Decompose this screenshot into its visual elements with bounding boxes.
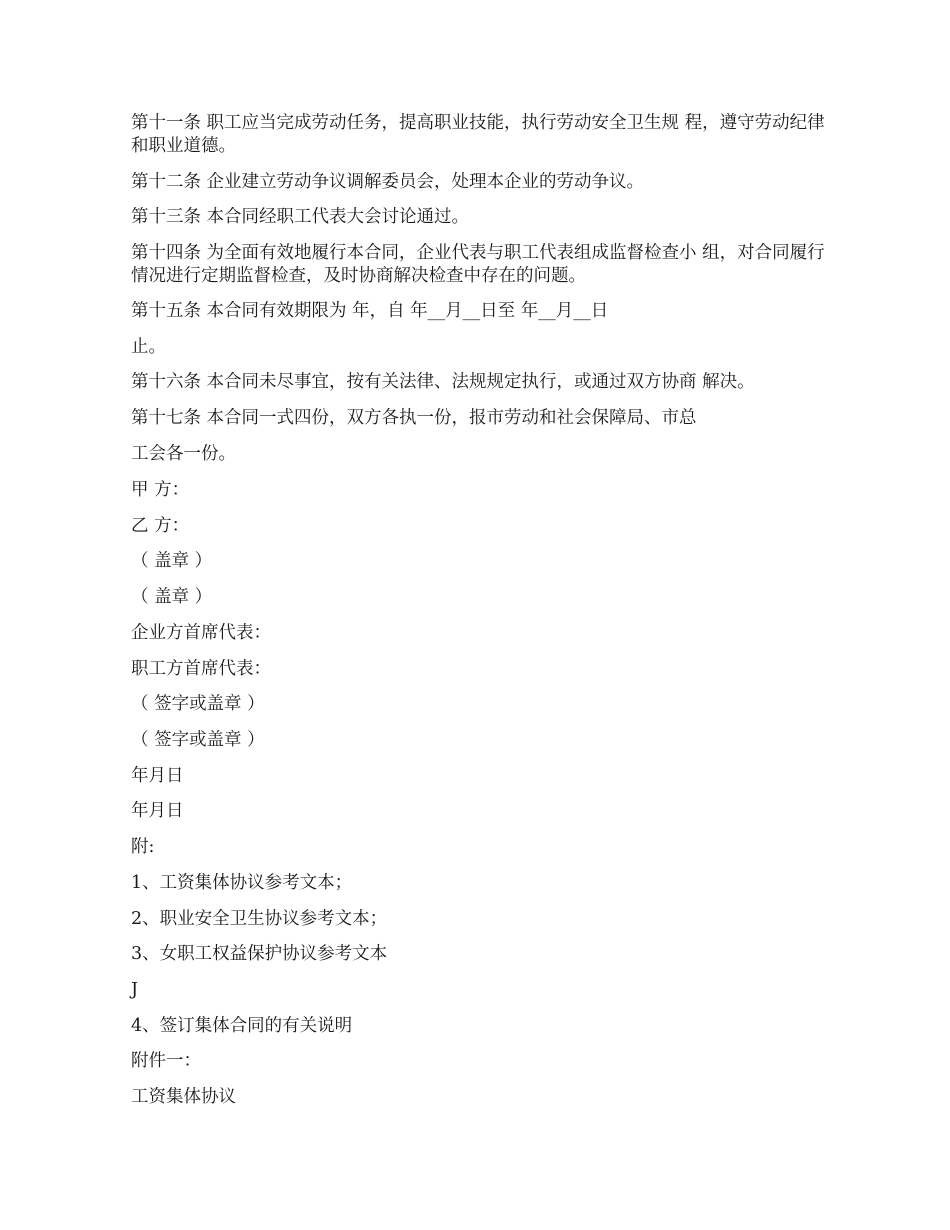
article-14: 第十四条 为全面有效地履行本合同，企业代表与职工代表组成监督检查小 组，对合同履行情况进行定期监督检查，及时协商解决检查中存在的问题。 [131, 243, 825, 286]
employee-representative-label: 职工方首席代表： [131, 659, 271, 679]
article-15: 第十五条 本合同有效期限为 年，自 年__月__日至 年__月__日 [131, 301, 609, 321]
article-15-end: 止。 [131, 337, 166, 357]
signature-a: （ 签字或盖章 ） [131, 694, 265, 714]
date-b: 年月日 [131, 801, 184, 821]
appendix-item-1: 1、工资集体协议参考文本； [131, 873, 353, 893]
date-a: 年月日 [131, 766, 184, 786]
appendix-item-3: 3、女职工权益保护协议参考文本 [131, 944, 388, 964]
article-16: 第十六条 本合同未尽事宜，按有关法律、法规规定执行，或通过双方协商 解决。 [131, 372, 755, 392]
signature-b: （ 签字或盖章 ） [131, 730, 265, 750]
article-12: 第十二条 企业建立劳动争议调解委员会，处理本企业的劳动争议。 [131, 172, 645, 192]
article-17-end: 工会各一份。 [131, 444, 236, 464]
appendix-item-4: 4、签订集体合同的有关说明 [131, 1016, 353, 1036]
stray-character: J [131, 980, 139, 1000]
attachment-one-heading: 附件一： [131, 1051, 201, 1071]
article-11: 第十一条 职工应当完成劳动任务，提高职业技能，执行劳动安全卫生规 程，遵守劳动纪律和职业道德。 [131, 113, 825, 156]
party-b-label: 乙 方： [131, 516, 190, 536]
article-17: 第十七条 本合同一式四份，双方各执一份，报市劳动和社会保障局、市总 [131, 408, 697, 428]
appendix-item-2: 2、职业安全卫生协议参考文本； [131, 909, 388, 929]
article-13: 第十三条 本合同经职工代表大会讨论通过。 [131, 207, 470, 227]
seal-b: （ 盖章 ） [131, 587, 213, 607]
appendix-heading: 附: [131, 837, 155, 857]
wage-agreement-title: 工资集体协议 [131, 1087, 236, 1107]
seal-a: （ 盖章 ） [131, 551, 213, 571]
enterprise-representative-label: 企业方首席代表： [131, 623, 271, 643]
party-a-label: 甲 方： [131, 480, 190, 500]
